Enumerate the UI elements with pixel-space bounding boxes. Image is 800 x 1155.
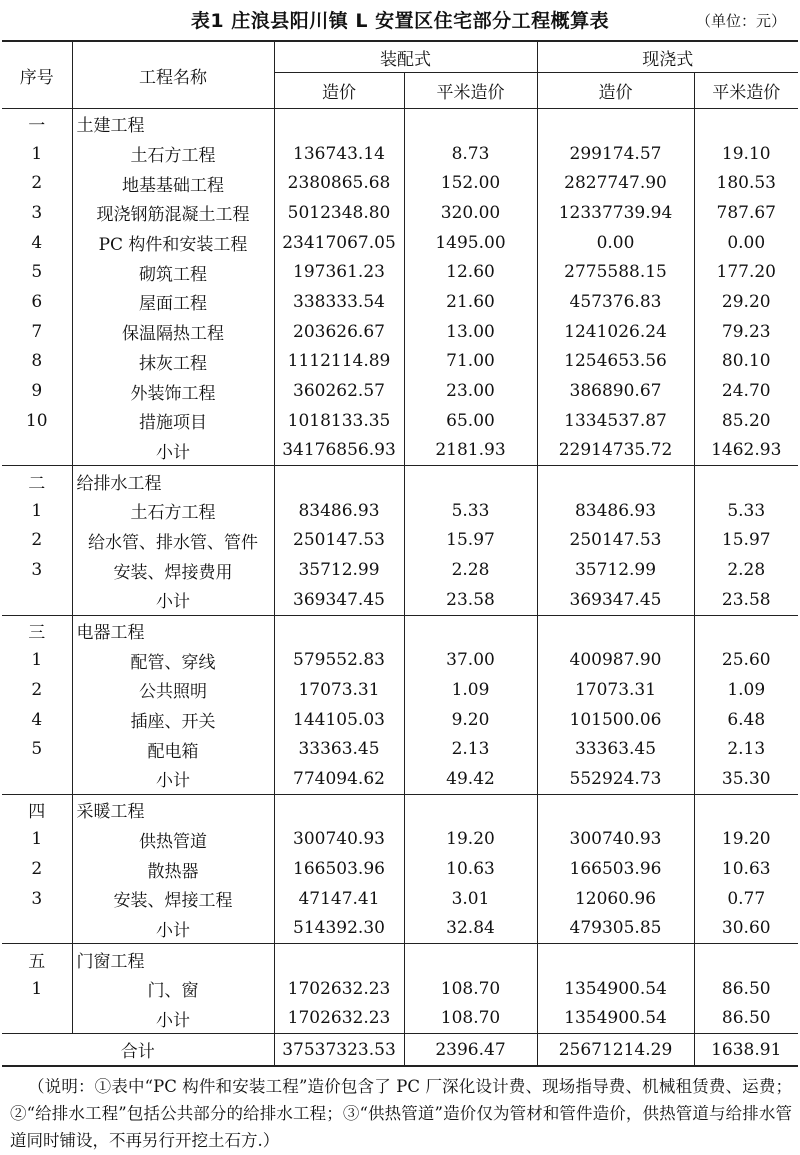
header-seq: 序号 <box>2 41 72 109</box>
total-cast-cost: 25671214.29 <box>537 1034 694 1067</box>
section-header-row <box>2 944 798 974</box>
subtotal-row <box>2 914 798 944</box>
prefab-sqm-cost: 1495.00 <box>404 228 537 258</box>
row-name: 措施项目 <box>72 406 274 436</box>
empty-cell <box>537 944 694 974</box>
table-row <box>2 825 798 855</box>
prefab-sqm-cost: 8.73 <box>404 139 537 169</box>
cast-cost: 0.00 <box>537 228 694 258</box>
row-seq: 10 <box>2 406 72 436</box>
row-name: PC 构件和安装工程 <box>72 228 274 258</box>
prefab-cost: 136743.14 <box>274 139 404 169</box>
cast-sqm-cost: 1.09 <box>727 679 766 700</box>
row-name: 现浇钢筋混凝土工程 <box>72 198 274 228</box>
cast-cost: 12060.96 <box>537 884 694 914</box>
cast-cost: 1254653.56 <box>537 347 694 377</box>
row-name: 抹灰工程 <box>72 347 274 377</box>
cast-sqm-cost: 23.58 <box>694 585 798 615</box>
table-row <box>2 198 798 228</box>
cast-sqm-cost: 1462.93 <box>694 436 798 466</box>
cast-cost: 369347.45 <box>537 585 694 615</box>
row-name: 散热器 <box>72 854 274 884</box>
cast-sqm-cost: 19.10 <box>721 143 771 164</box>
prefab-cost: 774094.62 <box>274 764 404 794</box>
row-seq: 3 <box>2 198 72 228</box>
row-seq <box>2 585 72 615</box>
row-seq: 1 <box>2 825 72 855</box>
prefab-cost: 34176856.93 <box>274 436 404 466</box>
cast-sqm-cost: 10.63 <box>721 859 771 880</box>
empty-cell <box>404 944 537 974</box>
header-prefab: 装配式 <box>274 41 537 73</box>
row-seq: 2 <box>2 854 72 884</box>
row-seq: 2 <box>2 675 72 705</box>
cast-sqm-cost: 177.20 <box>716 262 776 283</box>
row-seq: 1 <box>2 139 72 169</box>
prefab-cost: 1702632.23 <box>274 974 404 1004</box>
prefab-cost: 338333.54 <box>274 287 404 317</box>
prefab-cost: 2380865.68 <box>274 168 404 198</box>
header-name: 工程名称 <box>72 41 274 109</box>
subtotal-label: 小计 <box>72 585 274 615</box>
row-seq <box>2 1004 72 1034</box>
table-row <box>2 705 798 735</box>
header-prefab-cost: 造价 <box>274 73 404 109</box>
prefab-sqm-cost: 23.00 <box>404 376 537 406</box>
section-seq: 四 <box>2 794 72 824</box>
prefab-sqm-cost: 10.63 <box>404 854 537 884</box>
cast-cost: 35712.99 <box>537 555 694 585</box>
prefab-cost: 203626.67 <box>274 317 404 347</box>
prefab-sqm-cost: 320.00 <box>404 198 537 228</box>
cast-cost: 2775588.15 <box>537 257 694 287</box>
empty-cell <box>404 794 537 824</box>
table-row <box>2 526 798 556</box>
empty-cell <box>274 794 404 824</box>
prefab-cost: 33363.45 <box>274 734 404 764</box>
header-cast-cost: 造价 <box>537 73 694 109</box>
row-seq: 2 <box>2 526 72 556</box>
table-row <box>2 406 798 436</box>
row-seq: 3 <box>2 555 72 585</box>
cast-sqm-cost: 0.00 <box>727 232 766 253</box>
cast-cost: 479305.85 <box>537 914 694 944</box>
total-prefab-sqm-cost: 2396.47 <box>404 1034 537 1067</box>
prefab-cost: 250147.53 <box>274 526 404 556</box>
cost-estimate-table <box>2 40 798 1067</box>
total-cast-sqm-cost: 1638.91 <box>694 1034 798 1067</box>
empty-cell <box>694 109 798 139</box>
table-title: 表1 庄浪县阳川镇 L 安置区住宅部分工程概算表 <box>190 10 610 32</box>
row-name: 配管、穿线 <box>72 645 274 675</box>
table-body <box>2 109 798 1067</box>
table-row <box>2 287 798 317</box>
subtotal-row <box>2 436 798 466</box>
cast-cost: 400987.90 <box>537 645 694 675</box>
row-seq: 4 <box>2 705 72 735</box>
section-seq: 二 <box>2 466 72 496</box>
section-name: 采暖工程 <box>72 794 274 824</box>
cast-cost: 22914735.72 <box>537 436 694 466</box>
row-seq: 6 <box>2 287 72 317</box>
cast-sqm-cost: 2.28 <box>727 560 766 581</box>
row-seq: 1 <box>2 974 72 1004</box>
header-cast-sqm-cost: 平米造价 <box>694 73 798 109</box>
cast-cost: 166503.96 <box>537 854 694 884</box>
prefab-cost: 144105.03 <box>274 705 404 735</box>
cast-cost: 552924.73 <box>537 764 694 794</box>
empty-cell <box>274 109 404 139</box>
row-seq: 9 <box>2 376 72 406</box>
cast-sqm-cost: 0.77 <box>727 888 766 909</box>
empty-cell <box>694 466 798 496</box>
cast-cost: 12337739.94 <box>537 198 694 228</box>
prefab-cost: 1018133.35 <box>274 406 404 436</box>
prefab-sqm-cost: 23.58 <box>404 585 537 615</box>
prefab-sqm-cost: 49.42 <box>404 764 537 794</box>
table-row <box>2 376 798 406</box>
cast-cost: 2827747.90 <box>537 168 694 198</box>
prefab-cost: 1112114.89 <box>274 347 404 377</box>
row-name: 地基基础工程 <box>72 168 274 198</box>
row-seq: 5 <box>2 734 72 764</box>
subtotal-label: 小计 <box>72 914 274 944</box>
prefab-cost: 300740.93 <box>274 825 404 855</box>
cast-cost: 300740.93 <box>537 825 694 855</box>
table-row <box>2 645 798 675</box>
cast-sqm-cost: 30.60 <box>694 914 798 944</box>
cast-cost: 83486.93 <box>537 496 694 526</box>
prefab-sqm-cost: 152.00 <box>404 168 537 198</box>
row-seq: 4 <box>2 228 72 258</box>
prefab-sqm-cost: 65.00 <box>404 406 537 436</box>
prefab-sqm-cost: 9.20 <box>404 705 537 735</box>
section-seq: 一 <box>2 109 72 139</box>
section-header-row <box>2 109 798 139</box>
prefab-sqm-cost: 71.00 <box>404 347 537 377</box>
empty-cell <box>694 794 798 824</box>
row-name: 门、窗 <box>72 974 274 1004</box>
cast-sqm-cost: 35.30 <box>694 764 798 794</box>
table-note: （说明：①表中“PC 构件和安装工程”造价包含了 PC 厂深化设计费、现场指导费、机械租赁费、运费；②“给排水工程”包括公共部分的给排水工程；③“供热管道”造价仅为管材和管件造价，供热管道与给排水管道同时铺设，不再另行开挖土石方.） <box>10 1077 792 1151</box>
prefab-sqm-cost: 5.33 <box>404 496 537 526</box>
empty-cell <box>537 615 694 645</box>
header-cast-in-place: 现浇式 <box>537 41 798 73</box>
section-header-row <box>2 794 798 824</box>
empty-cell <box>404 109 537 139</box>
prefab-sqm-cost: 2181.93 <box>404 436 537 466</box>
cast-sqm-cost: 15.97 <box>721 530 771 551</box>
subtotal-label: 小计 <box>72 764 274 794</box>
prefab-sqm-cost: 12.60 <box>404 257 537 287</box>
prefab-cost: 197361.23 <box>274 257 404 287</box>
prefab-cost: 579552.83 <box>274 645 404 675</box>
row-name: 屋面工程 <box>72 287 274 317</box>
empty-cell <box>274 944 404 974</box>
table-row <box>2 974 798 1004</box>
cast-cost: 17073.31 <box>537 675 694 705</box>
row-name: 安装、焊接费用 <box>72 555 274 585</box>
cast-sqm-cost: 24.70 <box>721 381 771 402</box>
empty-cell <box>694 944 798 974</box>
cast-cost: 1241026.24 <box>537 317 694 347</box>
cast-sqm-cost: 79.23 <box>721 321 771 342</box>
table-row <box>2 139 798 169</box>
table-row <box>2 347 798 377</box>
header-prefab-sqm-cost: 平米造价 <box>404 73 537 109</box>
cast-sqm-cost: 5.33 <box>727 500 766 521</box>
section-name: 电器工程 <box>72 615 274 645</box>
cast-sqm-cost: 86.50 <box>721 978 771 999</box>
prefab-cost: 514392.30 <box>274 914 404 944</box>
prefab-cost: 166503.96 <box>274 854 404 884</box>
cast-sqm-cost: 6.48 <box>727 709 766 730</box>
table-row <box>2 257 798 287</box>
empty-cell <box>537 109 694 139</box>
cast-sqm-cost: 25.60 <box>721 650 771 671</box>
section-name: 土建工程 <box>72 109 274 139</box>
table-row <box>2 168 798 198</box>
prefab-sqm-cost: 21.60 <box>404 287 537 317</box>
row-name: 外装饰工程 <box>72 376 274 406</box>
row-name: 插座、开关 <box>72 705 274 735</box>
cast-cost: 1334537.87 <box>537 406 694 436</box>
prefab-sqm-cost: 13.00 <box>404 317 537 347</box>
cast-sqm-cost: 180.53 <box>716 173 776 194</box>
cast-sqm-cost: 80.10 <box>721 351 771 372</box>
prefab-sqm-cost: 2.28 <box>404 555 537 585</box>
empty-cell <box>274 466 404 496</box>
row-seq: 8 <box>2 347 72 377</box>
unit-label: （单位：元） <box>695 12 786 30</box>
table-row <box>2 317 798 347</box>
prefab-sqm-cost: 108.70 <box>404 974 537 1004</box>
prefab-cost: 5012348.80 <box>274 198 404 228</box>
subtotal-row <box>2 1004 798 1034</box>
total-label: 合计 <box>2 1034 274 1067</box>
row-seq: 1 <box>2 645 72 675</box>
cast-sqm-cost: 19.20 <box>721 829 771 850</box>
cast-cost: 101500.06 <box>537 705 694 735</box>
cast-sqm-cost: 2.13 <box>727 739 766 760</box>
empty-cell <box>694 615 798 645</box>
table-row <box>2 555 798 585</box>
table-row <box>2 854 798 884</box>
row-seq: 2 <box>2 168 72 198</box>
cast-sqm-cost: 29.20 <box>721 291 771 312</box>
prefab-cost: 23417067.05 <box>274 228 404 258</box>
empty-cell <box>537 794 694 824</box>
subtotal-label: 小计 <box>72 436 274 466</box>
prefab-sqm-cost: 19.20 <box>404 825 537 855</box>
row-name: 砌筑工程 <box>72 257 274 287</box>
subtotal-label: 小计 <box>72 1004 274 1034</box>
prefab-sqm-cost: 15.97 <box>404 526 537 556</box>
section-name: 给排水工程 <box>72 466 274 496</box>
prefab-cost: 360262.57 <box>274 376 404 406</box>
cast-cost: 386890.67 <box>537 376 694 406</box>
prefab-sqm-cost: 2.13 <box>404 734 537 764</box>
empty-cell <box>274 615 404 645</box>
prefab-cost: 35712.99 <box>274 555 404 585</box>
row-seq: 7 <box>2 317 72 347</box>
prefab-cost: 47147.41 <box>274 884 404 914</box>
prefab-sqm-cost: 3.01 <box>404 884 537 914</box>
total-prefab-cost: 37537323.53 <box>274 1034 404 1067</box>
cast-sqm-cost: 85.20 <box>721 410 771 431</box>
cast-sqm-cost: 86.50 <box>694 1004 798 1034</box>
row-seq <box>2 436 72 466</box>
row-seq: 5 <box>2 257 72 287</box>
prefab-cost: 1702632.23 <box>274 1004 404 1034</box>
prefab-cost: 17073.31 <box>274 675 404 705</box>
prefab-sqm-cost: 37.00 <box>404 645 537 675</box>
cast-cost: 1354900.54 <box>537 974 694 1004</box>
cast-cost: 299174.57 <box>537 139 694 169</box>
table-row <box>2 675 798 705</box>
prefab-sqm-cost: 108.70 <box>404 1004 537 1034</box>
total-row <box>2 1034 798 1067</box>
row-seq: 3 <box>2 884 72 914</box>
empty-cell <box>537 466 694 496</box>
prefab-cost: 369347.45 <box>274 585 404 615</box>
section-header-row <box>2 615 798 645</box>
table-row <box>2 228 798 258</box>
cast-sqm-cost: 787.67 <box>716 202 776 223</box>
subtotal-row <box>2 764 798 794</box>
prefab-cost: 83486.93 <box>274 496 404 526</box>
section-seq: 三 <box>2 615 72 645</box>
cast-cost: 33363.45 <box>537 734 694 764</box>
row-seq <box>2 914 72 944</box>
subtotal-row <box>2 585 798 615</box>
prefab-sqm-cost: 32.84 <box>404 914 537 944</box>
row-name: 安装、焊接工程 <box>72 884 274 914</box>
table-row <box>2 734 798 764</box>
section-header-row <box>2 466 798 496</box>
row-name: 给水管、排水管、管件 <box>72 526 274 556</box>
cast-cost: 1354900.54 <box>537 1004 694 1034</box>
prefab-sqm-cost: 1.09 <box>404 675 537 705</box>
row-name: 公共照明 <box>72 675 274 705</box>
row-name: 保温隔热工程 <box>72 317 274 347</box>
row-name: 配电箱 <box>72 734 274 764</box>
row-seq: 1 <box>2 496 72 526</box>
row-name: 土石方工程 <box>72 496 274 526</box>
cast-cost: 250147.53 <box>537 526 694 556</box>
row-name: 供热管道 <box>72 825 274 855</box>
table-row <box>2 496 798 526</box>
table-row <box>2 884 798 914</box>
row-seq <box>2 764 72 794</box>
section-seq: 五 <box>2 944 72 974</box>
empty-cell <box>404 615 537 645</box>
section-name: 门窗工程 <box>72 944 274 974</box>
cast-cost: 457376.83 <box>537 287 694 317</box>
row-name: 土石方工程 <box>72 139 274 169</box>
empty-cell <box>404 466 537 496</box>
